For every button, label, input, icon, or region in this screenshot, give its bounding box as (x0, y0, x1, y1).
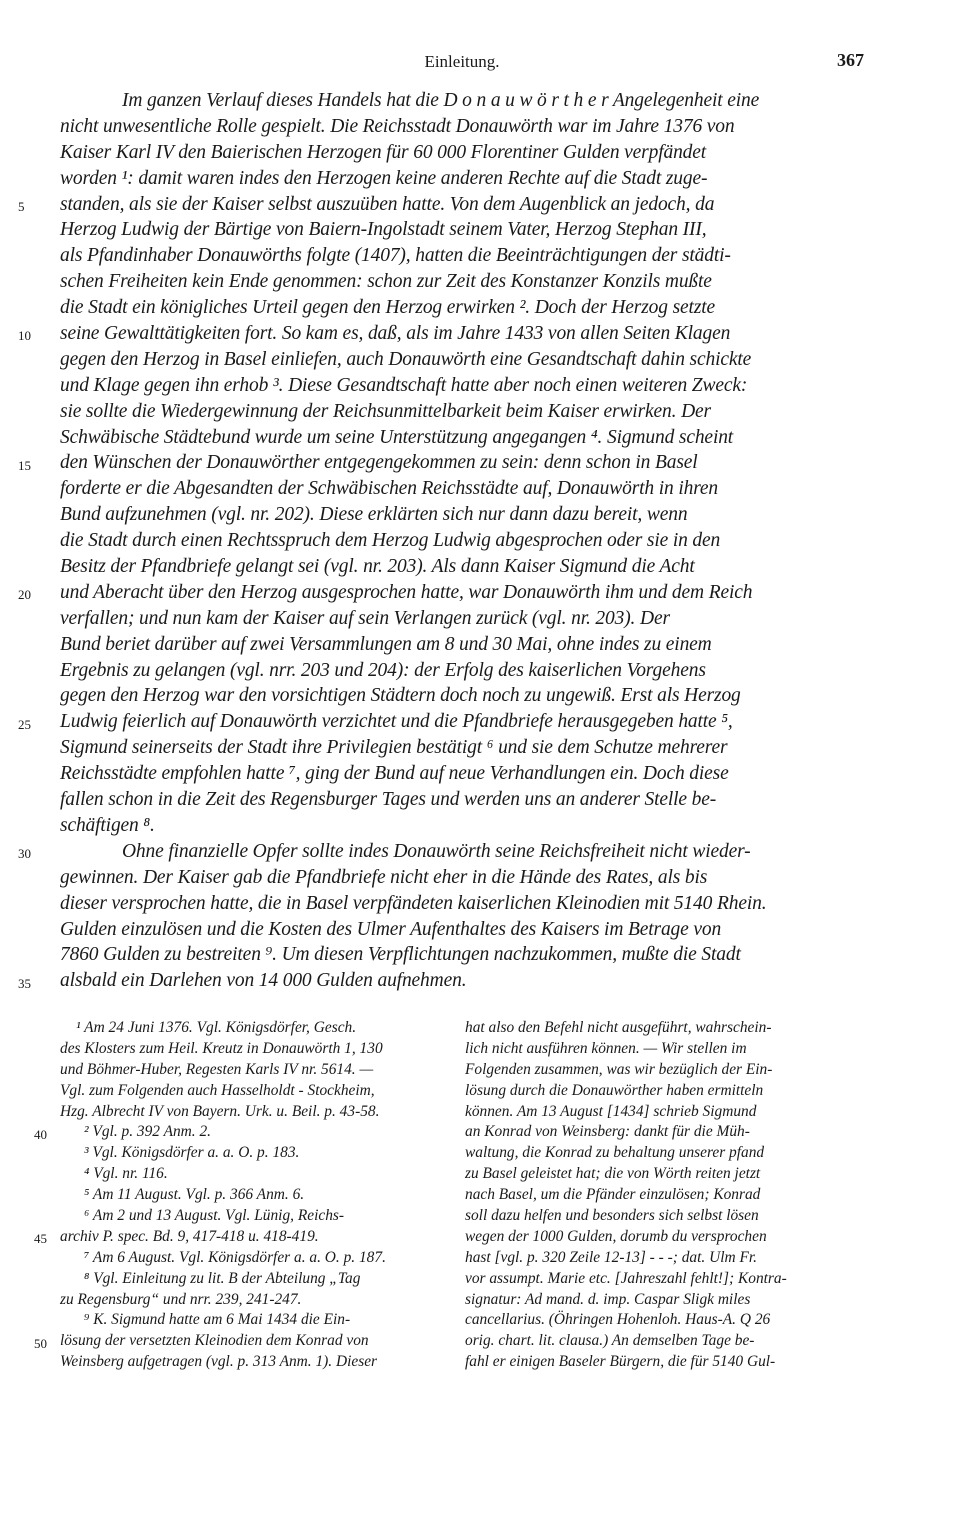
text-line: Schwäbische Städtebund wurde um seine Unterstützung angegangen ⁴. Sigmund scheint (60, 426, 734, 448)
footnote-line: orig. chart. lit. clausa.) An demselben Tage be- (465, 1332, 755, 1350)
footnote-line: ⁷ Am 6 August. Vgl. Königsdörfer a. a. O. p. 187. (84, 1248, 386, 1266)
text-line: worden ¹: damit waren indes den Herzogen keine anderen Rechte auf die Stadt zuge- (60, 167, 708, 189)
text-line: Ergebnis zu gelangen (vgl. nrr. 203 und 204): der Erfolg des kaiserlichen Vorgehens (60, 659, 706, 681)
text-line: Im ganzen Verlauf dieses Handels hat die D o n a u w ö r t h e r Angelegenheit eine (122, 90, 760, 111)
footnote-line: können. Am 13 August [1434] schrieb Sigmund (465, 1102, 757, 1120)
margin-line-number: 35 (18, 975, 31, 991)
text-line: standen, als sie der Kaiser selbst auszuüben hatte. Von dem Augenblick an jedoch, da (60, 193, 715, 215)
footnote-line: ⁹ K. Sigmund hatte am 6 Mai 1434 die Ein- (84, 1311, 351, 1329)
footnote-line: fahl er einigen Baseler Bürgern, die für 5140 Gul- (465, 1353, 776, 1371)
footnote-line: wegen der 1000 Gulden, dorumb du versprochen (465, 1227, 767, 1245)
footnote-line: des Klosters zum Heil. Kreutz in Donauwörth 1, 130 (60, 1039, 383, 1057)
text-line: verfallen; und nun kam der Kaiser auf sein Verlangen zurück (vgl. nr. 203). Der (60, 607, 670, 629)
text-line: die Stadt ein königliches Urteil gegen den Herzog erwirken ². Doch der Herzog setzte (60, 297, 716, 319)
footnotes-right-column (465, 1018, 861, 1373)
footnote-line: zu Basel geleistet hat; die von Wörth reiten jetzt (465, 1165, 761, 1183)
footnote-line: archiv P. spec. Bd. 9, 417-418 u. 418-419. (60, 1227, 319, 1245)
footnote-line: zu Regensburg“ und nrr. 239, 241-247. (60, 1290, 302, 1308)
footnote-line: Weinsberg aufgetragen (vgl. p. 313 Anm. 1). Dieser (60, 1353, 378, 1371)
margin-line-number: 5 (18, 198, 25, 214)
text-line: Ludwig feierlich auf Donauwörth verzichtet und die Pfandbriefe herausgegeben hatte ⁵, (60, 711, 733, 733)
text-line: Reichsstädte empfohlen hatte ⁷, ging der Bund auf neue Verhandlungen ein. Doch diese (60, 763, 729, 785)
text-line: nicht unwesentliche Rolle gespielt. Die Reichsstadt Donauwörth war im Jahre 1376 von (60, 115, 735, 137)
footnote-margin-line-number: 50 (34, 1335, 47, 1351)
footnote-line: cancellarius. (Öhringen Hohenloh. Haus-A. Q 26 (465, 1311, 771, 1329)
footnote-line: an Konrad von Weinsberg: dankt für die Müh- (465, 1123, 750, 1141)
margin-line-number: 25 (18, 716, 31, 732)
footnote-line: Vgl. zum Folgenden auch Hasselholdt - Stockheim, (60, 1081, 375, 1099)
footnote-line: hast [vgl. p. 320 Zeile 12-13] - - -; dat. Ulm Fr. (465, 1248, 757, 1266)
running-head (60, 50, 864, 74)
text-line: gegen den Herzog war den vorsichtigen Städtern doch noch zu ungewiß. Erst als Herzog (60, 685, 741, 707)
footnote-line: ² Vgl. p. 392 Anm. 2. (84, 1123, 212, 1141)
footnote-line: ⁶ Am 2 und 13 August. Vgl. Lünig, Reichs- (84, 1207, 345, 1225)
text-line: gegen den Herzog in Basel einliefen, auch Donauwörth eine Gesandtschaft dahin schickte (60, 348, 752, 370)
margin-line-number: 15 (18, 457, 31, 473)
footnote-line: soll dazu helfen und besonders sich selbst lösen (465, 1207, 759, 1225)
footnote-line: Hzg. Albrecht IV von Bayern. Urk. u. Beil. p. 43-58. (60, 1102, 380, 1120)
margin-line-number: 10 (18, 328, 31, 344)
margin-line-number: 30 (18, 846, 31, 862)
text-line: dieser versprochen hatte, die in Basel verpfändeten kaiserlichen Kleinodien mit 5140 Rhein. (60, 892, 767, 914)
text-line: Bund beriet darüber auf zwei Versammlungen am 8 und 30 Mai, ohne indes zu einem (60, 633, 712, 655)
footnote-line: ⁸ Vgl. Einleitung zu lit. B der Abteilung „Tag (84, 1269, 361, 1287)
footnote-line: lich nicht ausführen können. — Wir stellen im (465, 1039, 747, 1057)
footnote-margin-line-number: 40 (34, 1126, 47, 1142)
text-line: fallen schon in die Zeit des Regensburger Tages und werden uns an anderer Stelle be- (60, 789, 717, 811)
text-line: forderte er die Abgesandten der Schwäbischen Reichsstädte auf, Donauwörth in ihren (60, 478, 719, 500)
footnote-line: signatur: Ad mand. d. imp. Caspar Sligk miles (465, 1290, 751, 1308)
text-line: Sigmund seinerseits der Stadt ihre Privilegien bestätigt ⁶ und sie dem Schutze mehrerer (60, 737, 728, 759)
text-line: und Aberacht über den Herzog ausgesprochen hatte, war Donauwörth ihm und dem Reich (60, 581, 753, 603)
footnote-line: ³ Vgl. Königsdörfer a. a. O. p. 183. (84, 1144, 300, 1162)
running-title: Einleitung. (424, 52, 500, 71)
margin-line-number: 20 (18, 587, 31, 603)
footnote-line: ⁴ Vgl. nr. 116. (84, 1165, 168, 1183)
footnotes-section (60, 1018, 860, 1398)
footnote-line: Folgenden zusammen, was wir bezüglich der Ein- (465, 1060, 773, 1078)
text-line: Ohne finanzielle Opfer sollte indes Donauwörth seine Reichsfreiheit nicht wieder- (122, 840, 751, 862)
text-line: Bund aufzunehmen (vgl. nr. 202). Diese erklärten sich nur dann dazu bereit, wenn (60, 504, 688, 526)
footnote-line: lösung durch die Donauwörther haben ermitteln (465, 1081, 764, 1099)
footnote-margin-line-number: 45 (34, 1231, 47, 1246)
footnote-line: ⁵ Am 11 August. Vgl. p. 366 Anm. 6. (84, 1186, 305, 1204)
text-line: Herzog Ludwig der Bärtige von Baiern-Ingolstadt seinem Vater, Herzog Stephan III, (60, 219, 707, 241)
text-line: seine Gewalttätigkeiten fort. So kam es, daß, als im Jahre 1433 von allen Seiten Klagen (60, 323, 731, 345)
text-line: sie sollte die Wiedergewinnung der Reichsunmittelbarkeit beim Kaiser erwirken. Der (60, 400, 711, 422)
text-line: und Klage gegen ihn erhob ³. Diese Gesandtschaft hatte aber noch einen weiteren Zweck: (60, 374, 748, 396)
page-number: 367 (837, 50, 864, 70)
text-line: gewinnen. Der Kaiser gab die Pfandbriefe nicht eher in die Hände des Rates, als bis (60, 866, 708, 888)
main-text-block (60, 88, 860, 994)
text-line: alsbald ein Darlehen von 14 000 Gulden aufnehmen. (60, 970, 467, 992)
text-line: Kaiser Karl IV den Baierischen Herzogen für 60 000 Florentiner Gulden verpfändet (60, 141, 707, 163)
text-line: schen Freiheiten kein Ende genommen: schon zur Zeit des Konstanzer Konzils mußte (60, 271, 712, 293)
footnote-line: nach Basel, um die Pfänder einzulösen; Konrad (465, 1186, 761, 1204)
text-line: Besitz der Pfandbriefe gelangt sei (vgl. nr. 203). Als dann Kaiser Sigmund die Acht (60, 556, 695, 578)
text-line: schäftigen ⁸. (60, 814, 155, 836)
text-line: als Pfandinhaber Donauwörths folgte (1407), hatten die Beeinträchtigungen der städti- (60, 245, 731, 267)
footnote-line: lösung der versetzten Kleinodien dem Konrad von (60, 1332, 369, 1350)
footnote-line: vor assumpt. Marie etc. [Jahreszahl fehlt!]; Kontra- (465, 1269, 787, 1287)
text-line: Gulden einzulösen und die Kosten des Ulmer Aufenthaltes des Kaisers im Betrage von (60, 918, 722, 940)
footnotes-left-column (60, 1018, 448, 1373)
text-line: die Stadt durch einen Rechtsspruch dem Herzog Ludwig abgesprochen oder sie in den (60, 530, 721, 552)
footnote-line: waltung, die Konrad zu behaltung unserer pfand (465, 1144, 765, 1162)
text-line: den Wünschen der Donauwörther entgegengekommen zu sein: denn schon in Basel (60, 452, 698, 474)
footnote-line: hat also den Befehl nicht ausgeführt, wahrschein- (465, 1019, 772, 1036)
text-line: 7860 Gulden zu bestreiten ⁹. Um diesen Verpflichtungen nachzukommen, mußte die Stadt (60, 944, 741, 966)
footnote-line: ¹ Am 24 Juni 1376. Vgl. Königsdörfer, Gesch. (76, 1019, 357, 1036)
footnote-line: und Böhmer-Huber, Regesten Karls IV nr. 5614. — (60, 1060, 374, 1078)
